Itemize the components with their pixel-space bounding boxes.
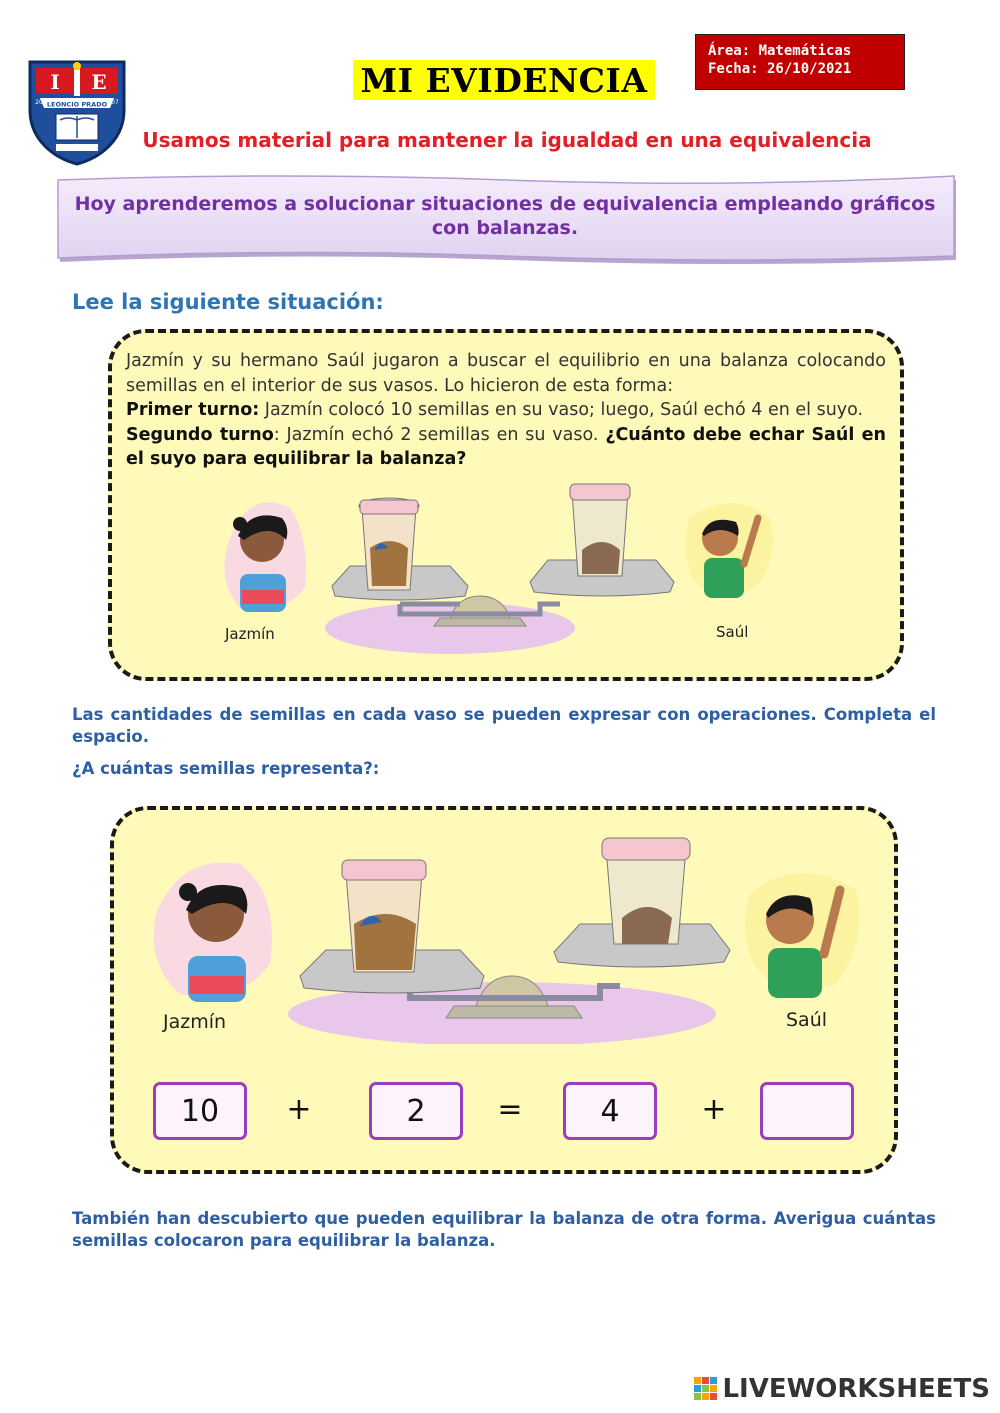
liveworksheets-logo <box>694 1374 990 1404</box>
boy-name-label: Saúl <box>716 623 749 641</box>
instruction-1: Las cantidades de semillas en cada vaso se pueden expresar con operaciones. Completa el espacio. <box>72 705 936 746</box>
page-title: MI EVIDENCIA <box>360 60 648 100</box>
instruction-2: ¿A cuántas semillas representa?: <box>72 759 380 778</box>
turn1-label: Primer turno: <box>126 400 260 420</box>
logo-band-text: LEONCIO PRADO <box>46 100 108 109</box>
girl-illustration-2 <box>154 863 272 1002</box>
answer-input[interactable] <box>760 1082 854 1140</box>
instruction-3: También han descubierto que pueden equilibrar la balanza de otra forma. Averigua cuántas semillas colocaron para equilibrar la balanza. <box>72 1209 936 1250</box>
logo-letter-e: E <box>91 70 107 94</box>
plus-sign-1: + <box>286 1092 312 1127</box>
girl-illustration <box>224 502 306 612</box>
turn2-label: Segundo turno <box>126 424 274 445</box>
girl-name-label: Jazmín <box>225 625 275 643</box>
turn1-text: Jazmín colocó 10 semillas en su vaso; luego, Saúl echó 4 en el suyo. <box>259 400 864 420</box>
right-cup <box>570 484 630 576</box>
boy-illustration-2 <box>745 873 859 998</box>
balance-scene-2 <box>150 834 880 1044</box>
subtitle: Usamos material para mantener la igualdad en una equivalencia <box>142 128 872 152</box>
turn2-text: : Jazmín echó 2 semillas en su vaso. <box>273 424 606 445</box>
section-heading: Lee la siguiente situación: <box>72 290 384 314</box>
objective-text: Hoy aprenderemos a solucionar situaciones de equivalencia empleando gráficos con balanzas. <box>74 193 936 239</box>
logo-letter-i: I <box>50 70 60 94</box>
story-question: ¿Cuánto debe echar Saúl en el suyo para equilibrar la balanza? <box>126 424 887 469</box>
plus-sign-2: + <box>701 1092 727 1127</box>
info-box <box>695 34 905 90</box>
logo-year-right: 07 <box>111 99 119 106</box>
equation-term-a: 10 <box>153 1082 247 1140</box>
story-intro: Jazmín y su hermano Saúl jugaron a buscar el equilibrio en una balanza colocando semillas en el interior de sus vasos. Lo hicieron de esta forma: <box>126 351 886 396</box>
boy-illustration <box>685 503 772 598</box>
date-label: Fecha: 26/10/2021 <box>708 61 852 77</box>
liveworksheets-text: LIVEWORKSHEETS <box>722 1374 990 1404</box>
left-cup-2 <box>342 860 426 972</box>
right-cup-2 <box>602 838 690 944</box>
girl-name-label-2: Jazmín <box>163 1011 227 1033</box>
boy-name-label-2: Saúl <box>786 1009 828 1031</box>
story-text <box>126 349 886 472</box>
liveworksheets-icon <box>694 1377 718 1401</box>
title-highlight <box>353 60 655 100</box>
equation-term-b: 2 <box>369 1082 463 1140</box>
logo-year-left: 20 <box>35 99 43 106</box>
area-label: Área: Matemáticas <box>708 43 852 59</box>
left-cup <box>359 498 419 590</box>
equation-term-c: 4 <box>563 1082 657 1140</box>
equals-sign: = <box>497 1092 523 1127</box>
